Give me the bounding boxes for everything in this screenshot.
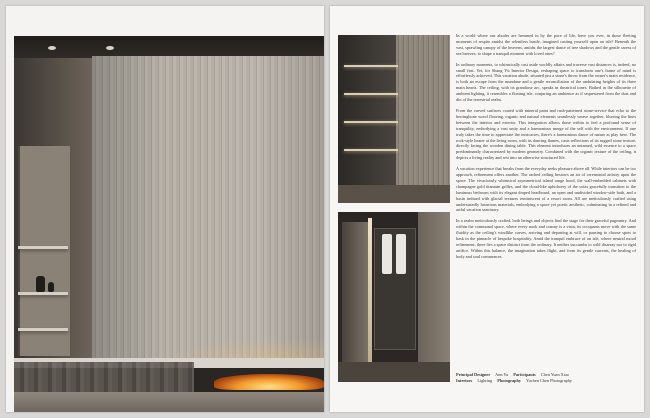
lit-shelf: [344, 149, 398, 151]
display-niche: [18, 146, 70, 356]
credit-label: Participants: [513, 372, 536, 377]
shelving-photo: [338, 35, 450, 203]
shelf: [18, 292, 68, 295]
ceiling-light: [48, 46, 56, 50]
floor: [14, 392, 324, 412]
wall-shading: [92, 56, 324, 360]
ceiling-light: [106, 46, 114, 50]
article-paragraph: A vacation experience that breaks from the everyday seeks pleasure above all. While interiors can be too approach, refinement offers another. The arched ceiling bestows an air of ceremonial artistry upon the space. The vivaciously whimsical asymmetrical island range hood, the wall-embedded cabinets with champagne gold titanium grilles, and the cloud-like upholstery of the sofas gracefully transition to the luminous bedroom with its elegant draped headboard, an open and undivided window-side bath, and a basin imbued with glacial textures reminiscent of a resort room. All are meticulously crafted using understatedly luxurious materials, embodying a space yet poetic aesthetic, culminating in a refined and artful vacation sanctuary.: [456, 166, 636, 213]
credit-row: [456, 378, 636, 384]
fluted-wall: [396, 35, 450, 203]
credit-label: Photography: [497, 378, 522, 383]
credit-value: Lighting: [477, 378, 493, 383]
lit-shelf: [344, 121, 398, 123]
credit-label: Interiors: [456, 378, 473, 383]
rock-texture: [14, 362, 194, 394]
floor: [338, 185, 450, 203]
credits: [456, 372, 636, 384]
lit-shelf: [344, 93, 398, 95]
floor: [338, 362, 450, 382]
glass-panel: [342, 222, 368, 372]
article-paragraph: From the curved surfaces coated with mineral paint and rush-patterned stone-service that echo to the herringbone wood flooring, organic and natural elements seamlessly weave together, blurring the lines between the interior and exterior. This integration allows those within to feel a profound sense of tranquility, embodying a vast unity and a harmonious merge of the self with the environment. If one truly takes the time to appreciate the intricacies, there's a harmonious dance of nature at play here. The rock-style heater at the living room, with its dancing flames, casts reflections of its rugged stone texture, directly facing the wooden dining table. This element introduces an untamed, wild essence to a space predominantly characterized by modern geometry. Combined with the organic texture of the ceiling, it depicts a living reality and rest into an otherwise structured life.: [456, 107, 636, 161]
hanging-shirt: [396, 234, 406, 274]
shelf: [18, 328, 68, 331]
article-paragraph: In a world where our abodes are hemmed in by the pace of life, have you ever, in those fleeting moments of respite amidst the relentless bustle, imagined casting yourself upon an isle? Beneath the vast, sprawling canopy of the heavens, amidst the largest dance of tree shadows and the gentle caress of sea breezes, to shape a tranquil moment with loved ones?: [456, 33, 636, 56]
article-paragraph: In a realm meticulously crafted, both beings and objects find the stage for their graceful pageantry. And within the communal space, where every nook and cranny is a vista, its occupants move with the same fluidity as the ceiling's windlike curves, arriving and departing at will, or pausing to choose spots to bask in the pinnacle of bespoke hospitality. Amid the tranquil embrace of an isle, where neutral mood refinement, there lies a space distinct from the ordinary. It neither succumbs to wild disarray nor to rigid artifice. Within this balance, the imagination takes flight, and from its gentle currents, the healing of body and soul commences.: [456, 218, 636, 259]
credit-value: Chen Yuan Xiao: [540, 372, 570, 377]
vase: [36, 276, 45, 292]
credit-value: Ann Yu: [495, 372, 509, 377]
article-paragraph: In ordinary moments, to whimsically cast aside worldly affairs and traverse vast distances is, indeed, no small feat. Yet, for Shang Yü Interior Design, reshaping space to transform one's frame of mind is effortlessly achieved. This vacation abode, situated just a stone's throw from the owner's main residence, is both an escape from the mundane and a gentle reconciliation of the undulating heights of its three main hearts. The ceiling, with its grandiose arc, speaks in theatrical tones. Bathed in the silhouette of ambient lighting, it resembles a floating isle, conjuring an ambience as if sequestered from the dust and din of the terrestrial realm.: [456, 61, 636, 103]
credit-value: Yuchen Chen Photography: [526, 378, 573, 383]
vase: [48, 282, 54, 292]
article-text: [456, 33, 636, 265]
wardrobe: [374, 228, 416, 350]
hanging-shirt: [382, 234, 392, 274]
lit-shelf: [344, 65, 398, 67]
wardrobe-photo: [338, 212, 450, 382]
dark-wall: [338, 35, 398, 203]
living-room-photo: [14, 36, 324, 412]
shelf: [18, 246, 68, 249]
fire-flame: [214, 374, 324, 390]
light-strip: [368, 218, 372, 378]
ceiling: [14, 36, 324, 58]
cabinet-door: [418, 212, 450, 382]
left-page: [6, 6, 324, 412]
credit-label: Principal Designer: [456, 372, 491, 377]
right-page: [330, 6, 644, 412]
